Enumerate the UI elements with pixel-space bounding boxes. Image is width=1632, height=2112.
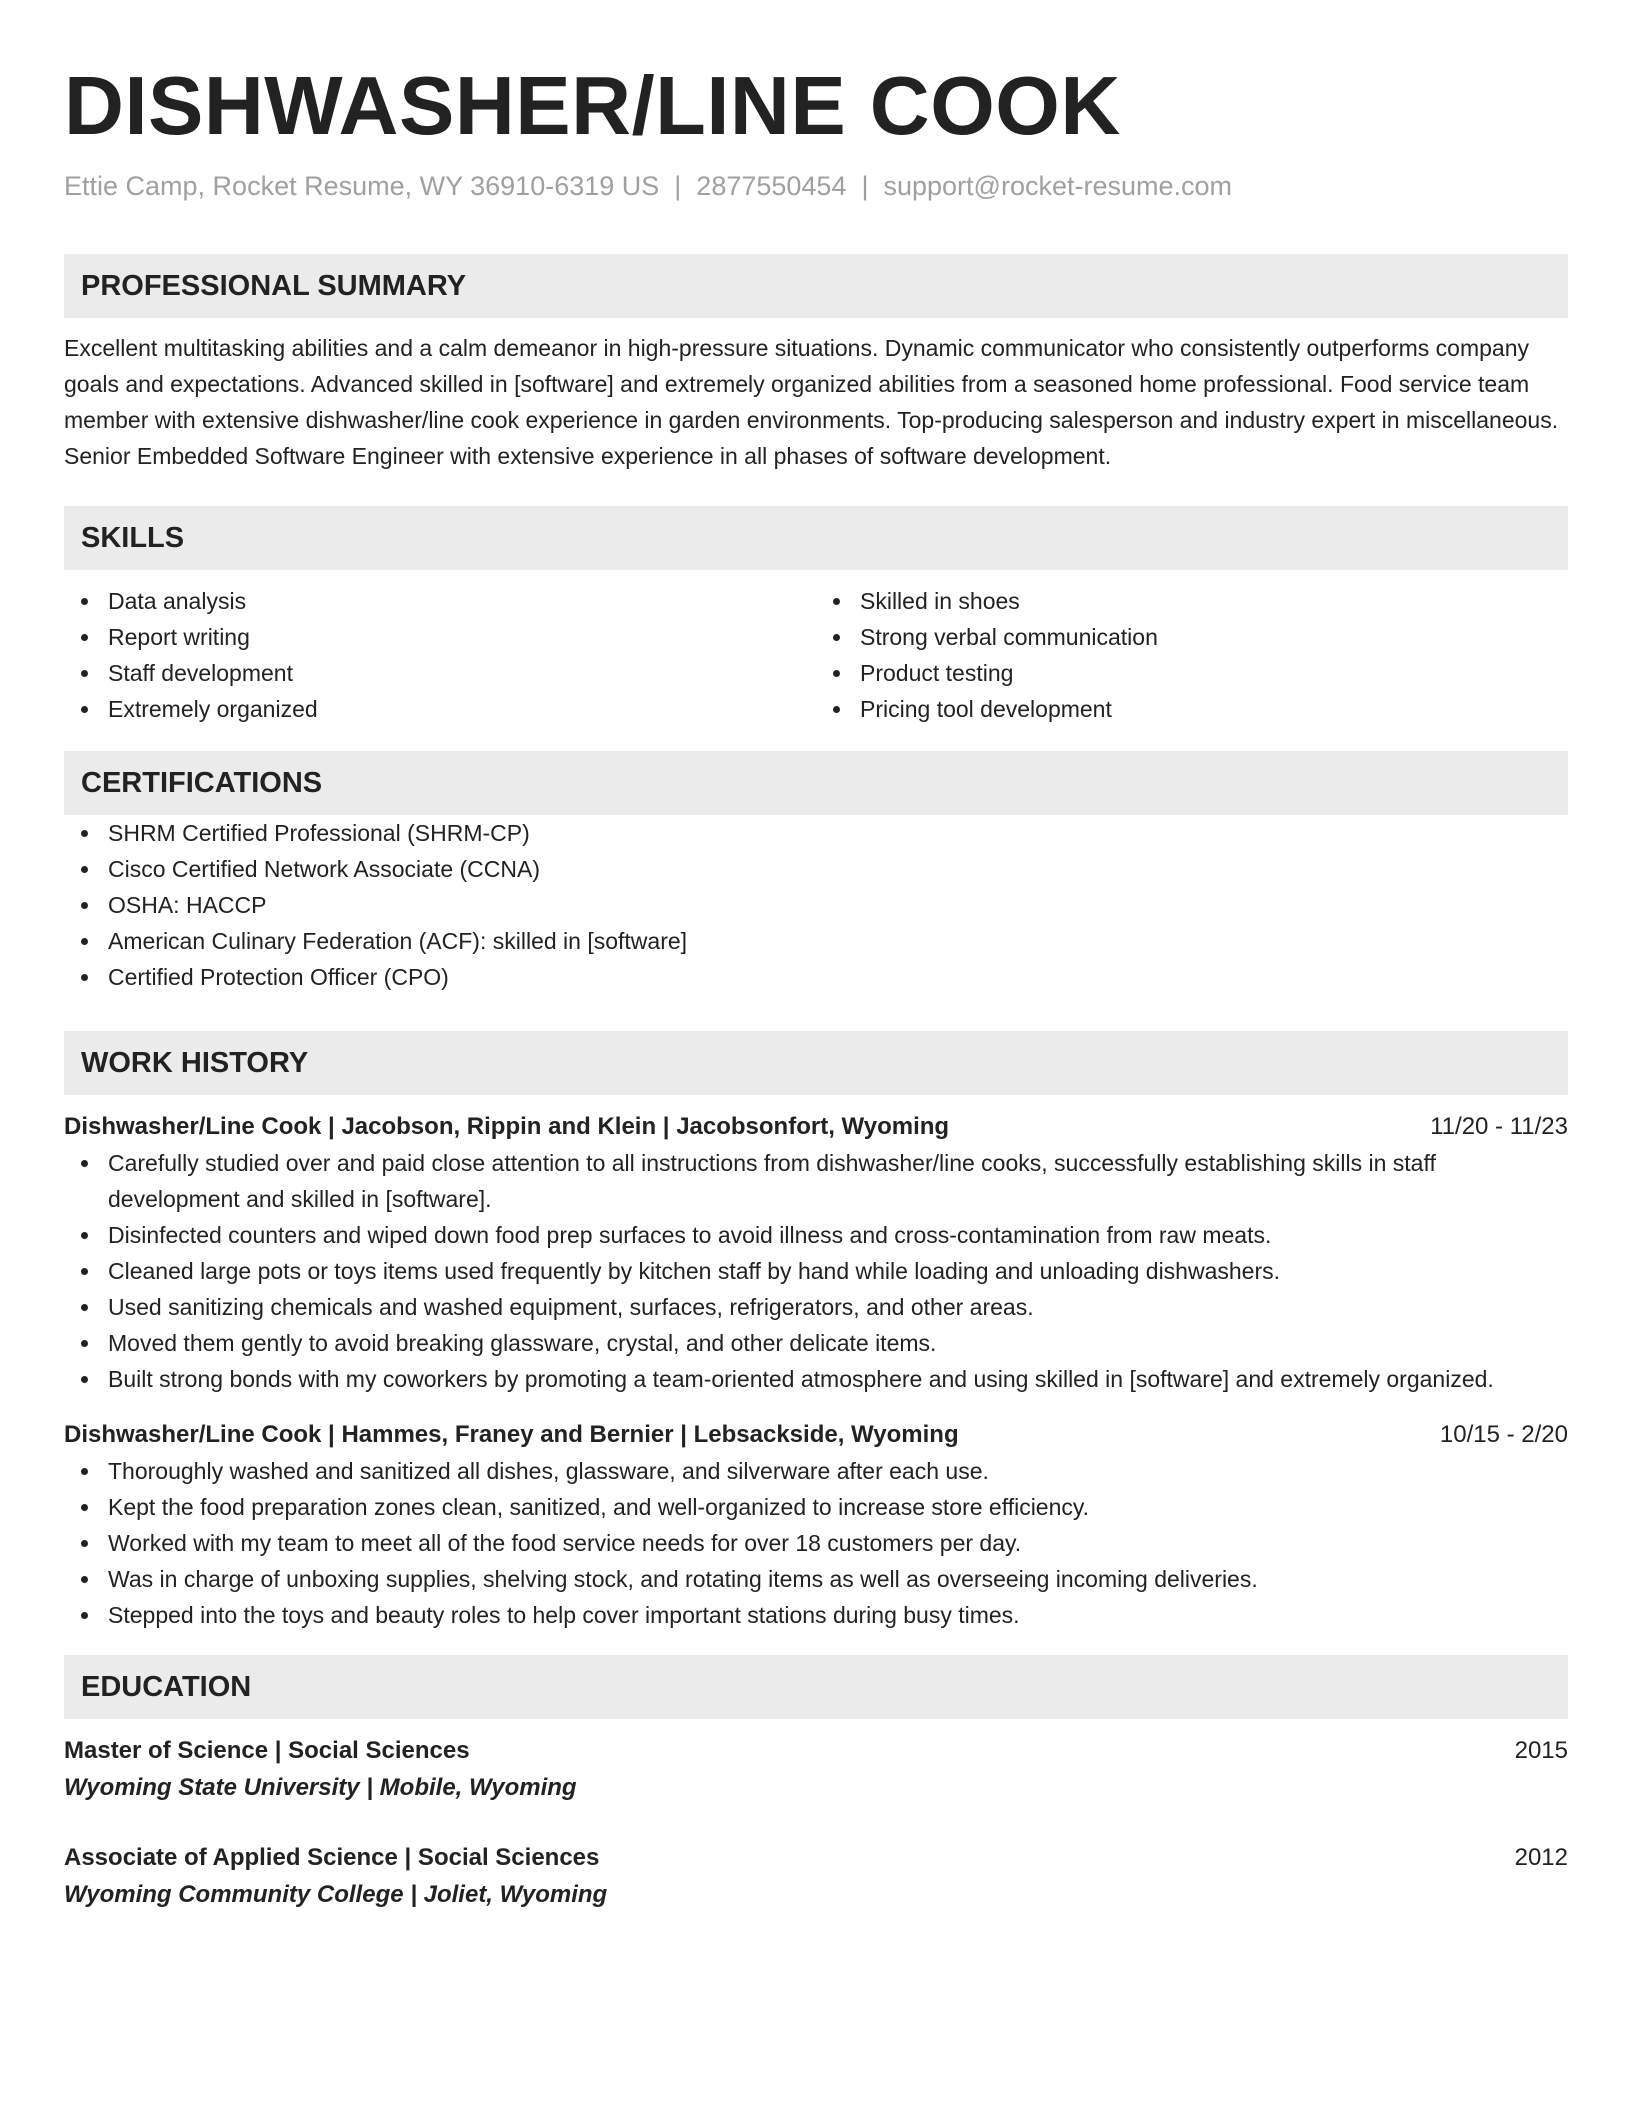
skill-item: Staff development bbox=[64, 655, 816, 691]
job-duty: Worked with my team to meet all of the food service needs for over 18 customers per day. bbox=[64, 1525, 1568, 1561]
education-degree: Associate of Applied Science | Social Sciences bbox=[64, 1844, 600, 1871]
job-duty: Cleaned large pots or toys items used frequently by kitchen staff by hand while loading and unloading dishwashers. bbox=[64, 1253, 1568, 1289]
education-degree: Master of Science | Social Sciences bbox=[64, 1737, 470, 1764]
certifications-list bbox=[64, 815, 1568, 995]
job-duty: Stepped into the toys and beauty roles to help cover important stations during busy times. bbox=[64, 1597, 1568, 1633]
job-header bbox=[64, 1109, 1568, 1145]
skill-item: Product testing bbox=[816, 655, 1568, 691]
job-entry bbox=[64, 1109, 1568, 1397]
job-duty: Kept the food preparation zones clean, sanitized, and well-organized to increase store efficiency. bbox=[64, 1489, 1568, 1525]
contact-line bbox=[64, 168, 1568, 204]
skills-heading: SKILLS bbox=[64, 506, 1568, 570]
certification-item: Certified Protection Officer (CPO) bbox=[64, 959, 1568, 995]
education-header bbox=[64, 1840, 1568, 1876]
job-entry bbox=[64, 1417, 1568, 1633]
certifications-heading: CERTIFICATIONS bbox=[64, 751, 1568, 815]
education-heading: EDUCATION bbox=[64, 1655, 1568, 1719]
job-dates: 10/15 - 2/20 bbox=[1439, 1421, 1568, 1448]
work-history-heading: WORK HISTORY bbox=[64, 1031, 1568, 1095]
skill-item: Extremely organized bbox=[64, 691, 816, 727]
skills-left-list bbox=[64, 583, 816, 727]
job-duties-list bbox=[64, 1145, 1568, 1397]
education-year: 2012 bbox=[1514, 1844, 1568, 1871]
job-title: Dishwasher/Line Cook | Hammes, Franey and Bernier | Lebsackside, Wyoming bbox=[64, 1421, 959, 1448]
education-school: Wyoming Community College | Joliet, Wyoming bbox=[64, 1881, 608, 1908]
skill-item: Strong verbal communication bbox=[816, 619, 1568, 655]
job-duty: Used sanitizing chemicals and washed equipment, surfaces, refrigerators, and other areas. bbox=[64, 1289, 1568, 1325]
summary-heading: PROFESSIONAL SUMMARY bbox=[64, 254, 1568, 318]
skills-right-list bbox=[816, 583, 1568, 727]
job-duty: Carefully studied over and paid close attention to all instructions from dishwasher/line cooks, successfully establishing skills in staff development and skilled in [software]. bbox=[64, 1145, 1568, 1217]
skill-item: Skilled in shoes bbox=[816, 583, 1568, 619]
job-dates: 11/20 - 11/23 bbox=[1430, 1113, 1568, 1140]
contact-separator: | bbox=[674, 171, 682, 201]
job-duty: Disinfected counters and wiped down food prep surfaces to avoid illness and cross-contamination from raw meats. bbox=[64, 1217, 1568, 1253]
skill-item: Pricing tool development bbox=[816, 691, 1568, 727]
certification-item: Cisco Certified Network Associate (CCNA) bbox=[64, 851, 1568, 887]
education-entry bbox=[64, 1733, 1568, 1807]
job-duty: Built strong bonds with my coworkers by promoting a team-oriented atmosphere and using skilled in [software] and extremely organized. bbox=[64, 1361, 1568, 1397]
contact-separator: | bbox=[861, 171, 869, 201]
job-header bbox=[64, 1417, 1568, 1453]
summary-text: Excellent multitasking abilities and a calm demeanor in high-pressure situations. Dynamic communicator who consistently outperforms company goals and expectations. Advanced skilled in [software] and extremely organized abilities from a seasoned home professional. Food service team member with extensive dishwasher/line cook experience in garden environments. Top-producing salesperson and industry expert in miscellaneous. Senior Embedded Software Engineer with extensive experience in all phases of software development. bbox=[64, 335, 1559, 469]
education-school: Wyoming State University | Mobile, Wyoming bbox=[64, 1774, 577, 1801]
skill-item: Report writing bbox=[64, 619, 816, 655]
skill-item: Data analysis bbox=[64, 583, 816, 619]
contact-address: Ettie Camp, Rocket Resume, WY 36910-6319 US bbox=[64, 171, 660, 201]
job-duties-list bbox=[64, 1453, 1568, 1633]
certification-item: American Culinary Federation (ACF): skilled in [software] bbox=[64, 923, 1568, 959]
job-duty: Thoroughly washed and sanitized all dishes, glassware, and silverware after each use. bbox=[64, 1453, 1568, 1489]
job-duty: Moved them gently to avoid breaking glassware, crystal, and other delicate items. bbox=[64, 1325, 1568, 1361]
job-duty: Was in charge of unboxing supplies, shelving stock, and rotating items as well as overseeing incoming deliveries. bbox=[64, 1561, 1568, 1597]
resume-name: DISHWASHER/LINE COOK bbox=[64, 59, 1121, 152]
education-header bbox=[64, 1733, 1568, 1769]
job-title: Dishwasher/Line Cook | Jacobson, Rippin and Klein | Jacobsonfort, Wyoming bbox=[64, 1113, 950, 1140]
education-entry bbox=[64, 1840, 1568, 1914]
education-year: 2015 bbox=[1514, 1737, 1568, 1764]
skills-grid bbox=[64, 583, 1568, 727]
contact-phone: 2877550454 bbox=[696, 171, 847, 201]
certification-item: OSHA: HACCP bbox=[64, 887, 1568, 923]
certification-item: SHRM Certified Professional (SHRM-CP) bbox=[64, 815, 1568, 851]
contact-email: support@rocket-resume.com bbox=[883, 171, 1233, 201]
